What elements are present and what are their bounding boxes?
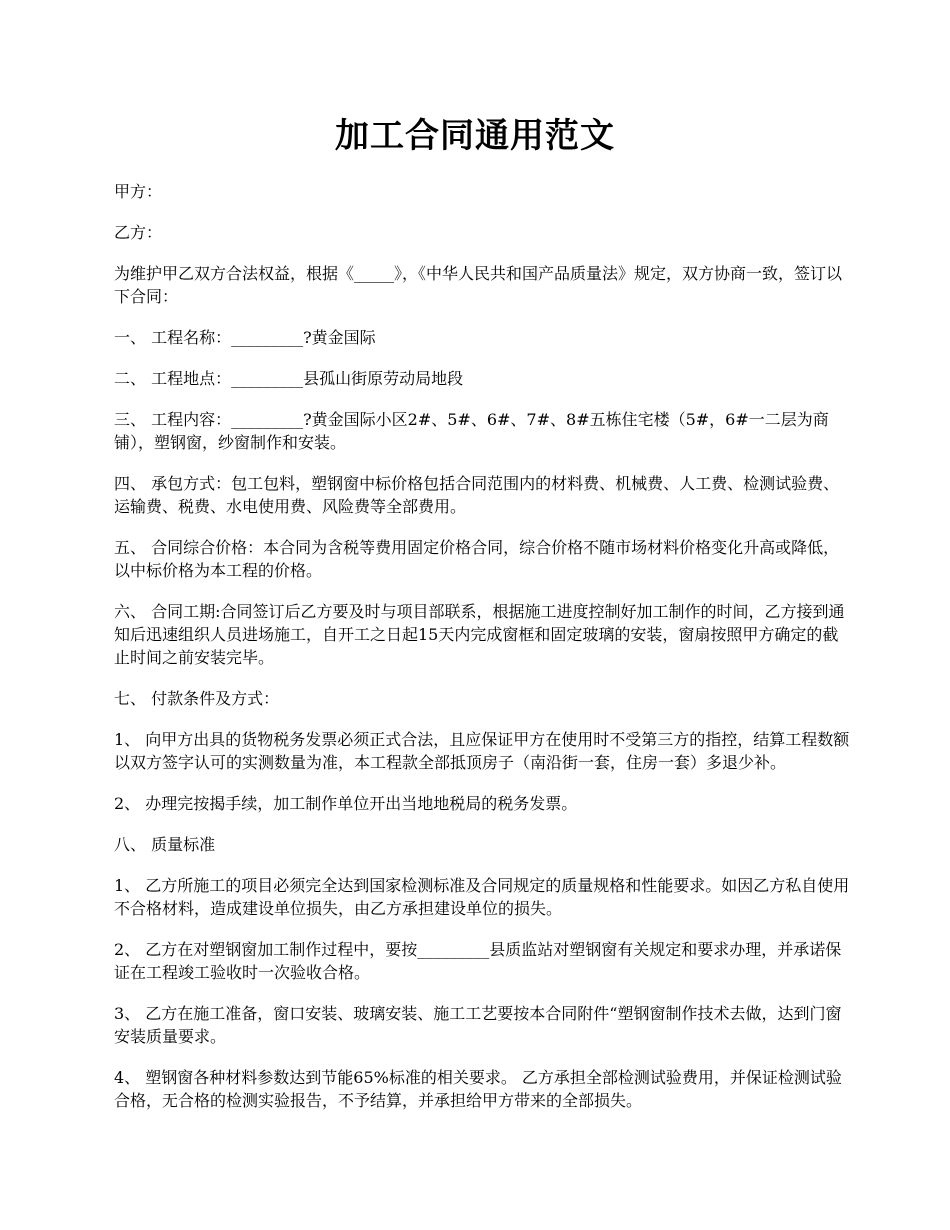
party-b-line: 乙方： [114,223,163,242]
clause-contract-period: 六、 合同工期:合同签订后乙方要及时与项目部联系，根据施工进度控制好加工制作的时间，乙方接到通知后迅速组织人员进场施工，自开工之日起15天内完成窗框和固定玻璃的安装，窗扇按照甲方确定的截止时间之前安装完毕。 [114,602,845,667]
payment-item-1: 1、 向甲方出具的货物税务发票必须正式合法，且应保证甲方在使用时不受第三方的指控，结算工程数额以双方签字认可的实测数量为准，本工程款全部抵顶房子（南沿街一套，住房一套）多退少补。 [114,730,850,772]
quality-item-3: 3、 乙方在施工准备，窗口安装、玻璃安装、施工工艺要按本合同附件“塑钢窗制作技术去做，达到门窗安装质量要求。 [114,1004,842,1046]
clause-project-location: 二、 工程地点：_________县孤山街原劳动局地段 [114,369,464,388]
quality-item-2: 2、 乙方在对塑钢窗加工制作过程中，要按_________县质监站对塑钢窗有关规定和要求办理，并承诺保证在工程竣工验收时一次验收合格。 [114,940,842,982]
clause-contract-method: 四、 承包方式：包工包料，塑钢窗中标价格包括合同范围内的材料费、机械费、人工费、检测试验费、运输费、税费、水电使用费、风险费等全部费用。 [114,474,840,516]
preamble-paragraph: 为维护甲乙双方合法权益，根据《_____》，《中华人民共和国产品质量法》规定，双方协商一致，签订以下合同： [114,264,843,306]
clause-contract-price: 五、 合同综合价格：本合同为含税等费用固定价格合同，综合价格不随市场材料价格变化升高或降低，以中标价格为本工程的价格。 [114,538,840,580]
quality-item-1: 1、 乙方所施工的项目必须完全达到国家检测标准及合同规定的质量规格和性能要求。如因乙方私自使用不合格材料，造成建设单位损失，由乙方承担建设单位的损失。 [114,876,850,918]
clause-payment-heading: 七、 付款条件及方式： [114,689,280,708]
document-title: 加工合同通用范文 [335,116,615,156]
document-body [114,180,854,1130]
payment-item-2: 2、 办理完按揭手续，加工制作单位开出当地地税局的税务发票。 [114,794,578,813]
clause-quality-heading: 八、 质量标准 [114,835,216,854]
quality-item-4: 4、 塑钢窗各种材料参数达到节能65%标准的相关要求。 乙方承担全部检测试验费用，并保证检测试验合格，无合格的检测实验报告，不予结算，并承担给甲方带来的全部损失。 [114,1068,842,1110]
party-a-line: 甲方： [114,182,163,201]
clause-project-name: 一、 工程名称：_________?黄金国际 [114,328,376,347]
clause-project-content: 三、 工程内容：_________?黄金国际小区2#、5#、6#、7#、8#五栋住宅楼（5#，6#一二层为商铺），塑钢窗，纱窗制作和安装。 [114,410,829,452]
